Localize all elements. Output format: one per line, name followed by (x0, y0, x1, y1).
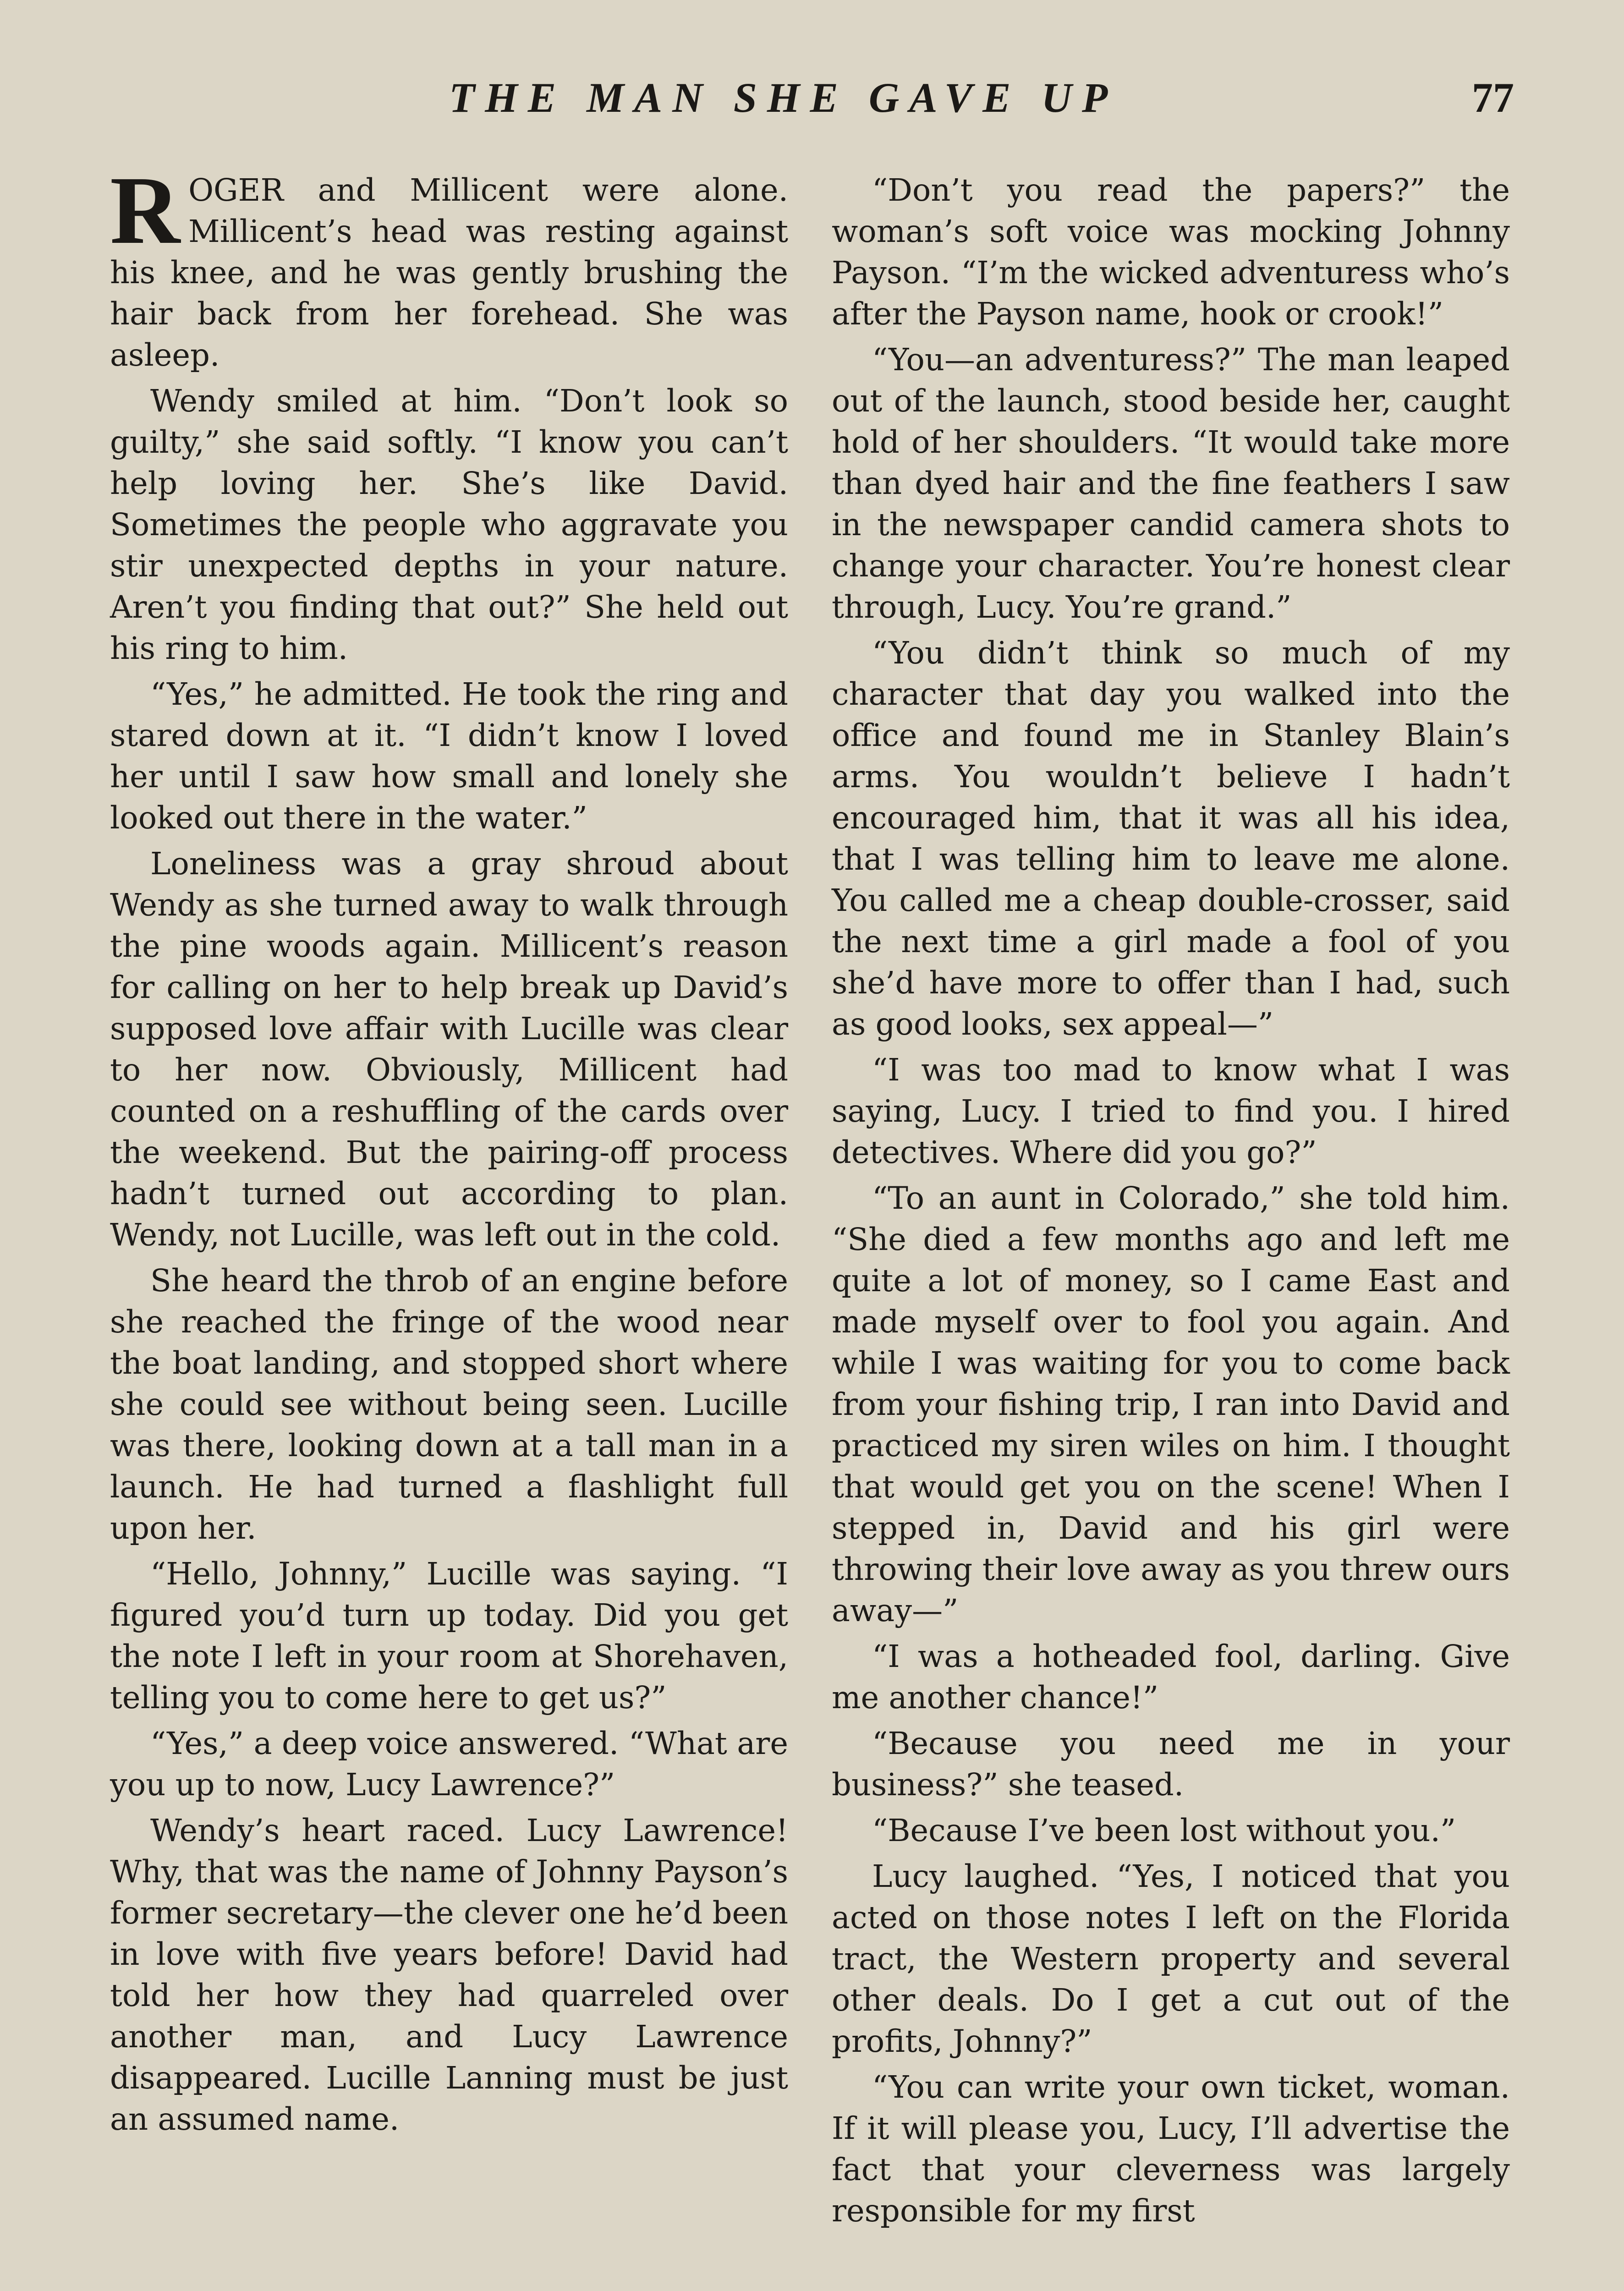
paragraph: Loneliness was a gray shroud about Wendy as she turned away to walk through the pine woods again. Millicent’s reason for calling on her to help break up David’s supposed love affair with Lucille was clear to her now. Obviously, Millicent had counted on a reshuffling of the cards over the weekend. But the pairing-off process hadn’t turned out according to plan. Wendy, not Lucille, was left out in the cold. (110, 846, 788, 1253)
paragraph: “You didn’t think so much of my character that day you walked into the office and found me in Stanley Blain’s arms. You wouldn’t believe I hadn’t encouraged him, that it was all his idea, that I was telling him to leave me alone. You called me a cheap double-crosser, said the next time a girl made a fool of you she’d have more to offer than I had, such as good looks, sex appeal—” (832, 635, 1510, 1042)
paragraph: Wendy smiled at him. “Don’t look so guilty,” she said softly. “I know you can’t help loving her. She’s like David. Sometimes the people who aggravate you stir unexpected depths in your nature. Aren’t you finding that out?” She held out his ring to him. (110, 383, 788, 666)
drop-cap: R (110, 156, 181, 264)
paragraph: “Because I’ve been lost without you.” (872, 1813, 1456, 1848)
running-title: THE MAN SHE GAVE UP (449, 74, 1118, 121)
paragraph: “I was too mad to know what I was saying, Lucy. I tried to find you. I hired detectives. Where did you go?” (832, 1052, 1510, 1170)
left-column (110, 156, 788, 2144)
paragraph: “Yes,” he admitted. He took the ring and stared down at it. “I didn’t know I loved her until I saw how small and lonely she looked out there in the water.” (110, 676, 788, 836)
page-number: 77 (1472, 74, 1514, 121)
page-header (0, 73, 1624, 137)
paragraph: “Hello, Johnny,” Lucille was saying. “I figured you’d turn up today. Did you get the note I left in your room at Shorehaven, telling you to come here to get us?” (110, 1556, 788, 1716)
paragraph: Wendy’s heart raced. Lucy Lawrence! Why, that was the name of Johnny Payson’s former secretary—the clever one he’d been in love with five years before! David had told her how they had quarreled over another man, and Lucy Lawrence disappeared. Lucille Lanning must be just an assumed name. (110, 1813, 788, 2137)
opening-paragraph-text: OGER and Millicent were alone. Millicent’s head was resting against his knee, and he was gently brushing the hair back from her forehead. She was asleep. (110, 172, 788, 373)
paragraph: “Don’t you read the papers?” the woman’s soft voice was mocking Johnny Payson. “I’m the wicked adventuress who’s after the Payson name, hook or crook!” (832, 172, 1510, 332)
paragraph: “I was a hotheaded fool, darling. Give me another chance!” (832, 1639, 1510, 1716)
paragraph: “Yes,” a deep voice answered. “What are you up to now, Lucy Lawrence?” (110, 1726, 788, 1803)
paragraph: She heard the throb of an engine before she reached the fringe of the wood near the boat landing, and stopped short where she could see without being seen. Lucille was there, looking down at a tall man in a launch. He had turned a flashlight full upon her. (110, 1263, 788, 1546)
paragraph: “To an aunt in Colorado,” she told him. “She died a few months ago and left me quite a lot of money, so I came East and made myself over to fool you again. And while I was waiting for you to come back from your fishing trip, I ran into David and practiced my siren wiles on him. I thought that would get you on the scene! When I stepped in, David and his girl were throwing their love away as you threw ours away—” (832, 1180, 1510, 1628)
paragraph: “You—an adventuress?” The man leaped out of the launch, stood beside her, caught hold of her shoulders. “It would take more than dyed hair and the fine feathers I saw in the newspaper candid camera shots to change your character. You’re honest clear through, Lucy. You’re grand.” (832, 342, 1510, 625)
right-column (832, 170, 1510, 2236)
paragraph: “Because you need me in your business?” she teased. (832, 1726, 1510, 1803)
opening-paragraph (110, 156, 788, 376)
paragraph: Lucy laughed. “Yes, I noticed that you acted on those notes I left on the Florida tract, the Western property and several other deals. Do I get a cut out of the profits, Johnny?” (832, 1858, 1510, 2059)
paragraph: “You can write your own ticket, woman. If it will please you, Lucy, I’ll advertise the fact that your cleverness was largely responsible for my first (832, 2069, 1510, 2229)
